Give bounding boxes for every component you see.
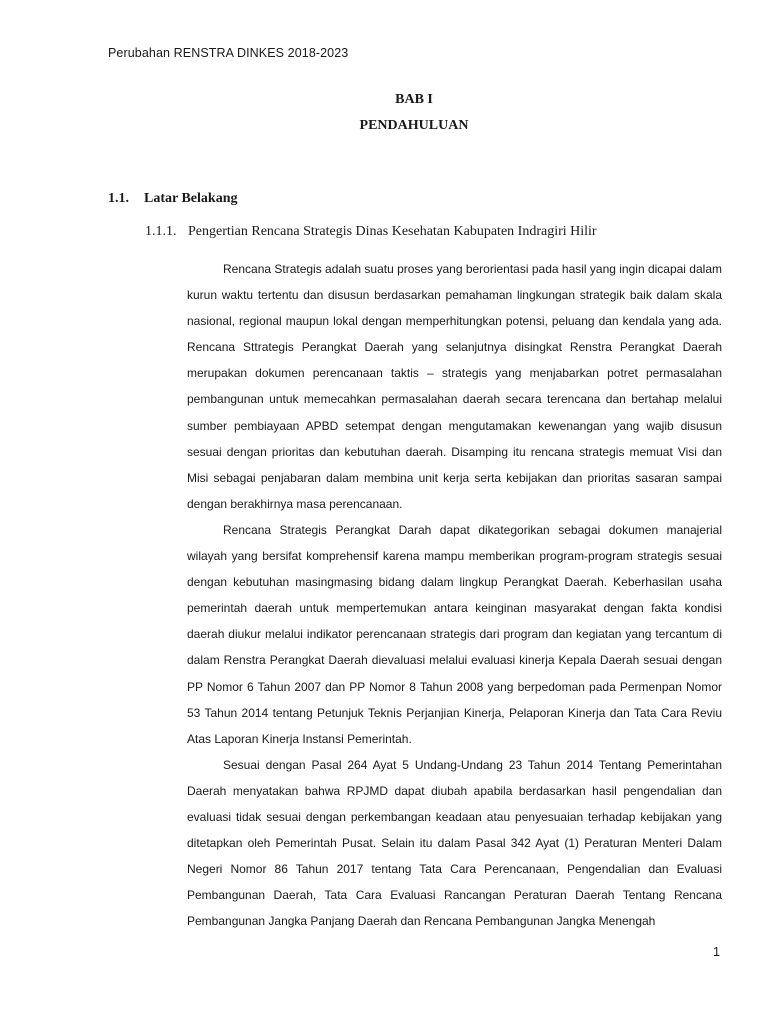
subsection-number: 1.1.1. <box>145 224 177 239</box>
section-title: Latar Belakang <box>144 191 238 206</box>
paragraph: Rencana Strategis adalah suatu proses yang berorientasi pada hasil yang ingin dicapai dalam kurun waktu tertentu dan disusun berdasarkan pemahaman lingkungan strategik baik dalam skala nasional, regional maupun lokal dengan memperhitungkan potensi, peluang dan kendala yang ada. Rencana Sttrategis Perangkat Daerah yang selanjutnya disingkat Renstra Perangkat Daerah merupakan dokumen perencanaan taktis – strategis yang menjabarkan potret permasalahan pembangunan untuk memecahkan permasalahan daerah secara terencana dan bertahap melalui sumber pembiayaan APBD setempat dengan mengutamakan kewenangan yang wajib disusun sesuai dengan prioritas dan kebutuhan daerah. Disamping itu rencana strategis memuat Visi dan Misi sebagai penjabaran dalam membina unit kerja serta kebijakan dan prioritas sasaran sampai dengan berakhirnya masa perencanaan. <box>187 262 722 511</box>
body-text <box>187 256 722 934</box>
section-number: 1.1. <box>108 191 129 206</box>
subsection-heading <box>145 224 597 240</box>
chapter-number: BAB I <box>395 92 433 107</box>
paragraph: Rencana Strategis Perangkat Darah dapat dikategorikan sebagai dokumen manajerial wilayah yang bersifat komprehensif karena mampu memberikan program-program strategis sesuai dengan kebutuhan masingmasing bidang dalam lingkup Perangkat Daerah. Keberhasilan usaha pemerintah daerah untuk mempertemukan antara keinginan masyarakat dengan fakta kondisi daerah diukur melalui indikator perencanaan strategis dari program dan kegiatan yang tercantum di dalam Renstra Perangkat Daerah dievaluasi melalui evaluasi kinerja Kepala Daerah sesuai dengan PP Nomor 6 Tahun 2007 dan PP Nomor 8 Tahun 2008 yang berpedoman pada Permenpan Nomor 53 Tahun 2014 tentang Petunjuk Teknis Perjanjian Kinerja, Pelaporan Kinerja dan Tata Cara Reviu Atas Laporan Kinerja Instansi Pemerintah. <box>187 522 722 746</box>
section-heading <box>108 191 237 207</box>
paragraph: Sesuai dengan Pasal 264 Ayat 5 Undang-Undang 23 Tahun 2014 Tentang Pemerintahan Daerah menyatakan bahwa RPJMD dapat diubah apabila berdasarkan hasil pengendalian dan evaluasi tidak sesuai dengan perkembangan keadaan atau penyesuaian terhadap kebijakan yang ditetapkan oleh Pemerintah Pusat. Selain itu dalam Pasal 342 Ayat (1) Peraturan Menteri Dalam Negeri Nomor 86 Tahun 2017 tentang Tata Cara Perencanaan, Pengendalian dan Evaluasi Pembangunan Daerah, Tata Cara Evaluasi Rancangan Peraturan Daerah Tentang Rencana Pembangunan Jangka Panjang Daerah dan Rencana Pembangunan Jangka Menengah <box>187 757 722 929</box>
running-header: Perubahan RENSTRA DINKES 2018-2023 <box>108 46 349 60</box>
chapter-title: PENDAHULUAN <box>359 118 469 133</box>
subsection-title: Pengertian Rencana Strategis Dinas Kesehatan Kabupaten Indragiri Hilir <box>188 224 597 239</box>
page-number: 1 <box>713 945 720 959</box>
